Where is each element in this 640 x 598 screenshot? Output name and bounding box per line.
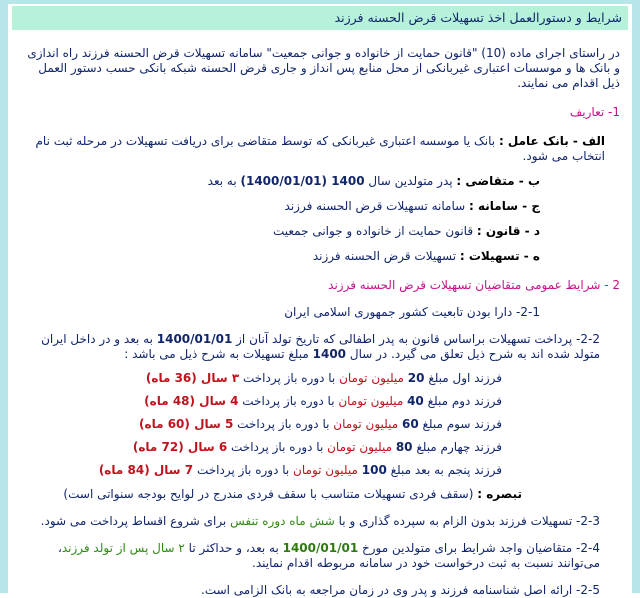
note-value: (سقف فردی تسهیلات متناسب با سقف فردی مندرج در لوایح بودجه سنواتی است) xyxy=(63,487,478,501)
loan-amount: 40 xyxy=(407,394,424,408)
definition-system xyxy=(20,199,620,214)
definition-value: بانک یا موسسه اعتباری غیربانکی که توسط متقاضی برای دریافت تسهیلات در مرحله ثبت نام انتخاب می شود. xyxy=(35,134,605,163)
loan-term: 5 سال (60 ماه) xyxy=(139,417,234,431)
definition-applicant xyxy=(20,174,620,189)
loan-row-2 xyxy=(20,394,620,408)
note xyxy=(20,487,620,502)
definition-value: تسهیلات قرض الحسنه فرزند xyxy=(312,249,460,263)
page-title: شرایط و دستورالعمل اخذ تسهیلات قرض الحسنه فرزند xyxy=(12,6,628,30)
loan-unit: میلیون تومان xyxy=(338,394,408,408)
loan-child: فرزند چهارم مبلغ xyxy=(412,440,502,454)
loan-amount: 100 xyxy=(361,463,387,477)
loan-mid: با دوره باز پرداخت xyxy=(227,440,328,454)
loan-unit: میلیون تومان xyxy=(333,417,402,431)
definition-value-end: به بعد xyxy=(207,174,241,188)
loan-child: فرزند سوم مبلغ xyxy=(418,417,502,431)
definition-value-date: 1400 (1400/01/01) xyxy=(240,174,365,188)
condition-text: 2-2- پرداخت تسهیلات براساس قانون به پدر اطفالی که تاریخ تولد آنان از xyxy=(232,332,600,346)
loan-mid: با دوره باز پرداخت xyxy=(233,417,334,431)
loan-term: 6 سال (72 ماه) xyxy=(132,440,228,454)
loan-child: فرزند اول مبلغ xyxy=(424,371,502,385)
condition-2-1: 2-1- دارا بودن تابعیت کشور جمهوری اسلامی ایران xyxy=(284,305,540,319)
condition-text: 2-3- تسهیلات فرزند بدون الزام به سپرده گذاری و با xyxy=(334,514,600,528)
loan-row-4 xyxy=(20,440,620,454)
note-key: تبصره : xyxy=(477,487,522,501)
condition-highlight: شش ماه دوره تنفس xyxy=(230,514,335,528)
definition-law xyxy=(20,224,620,239)
condition-date: 1400/01/01 xyxy=(156,332,233,346)
condition-text: به بعد و در داخل ایران متولد شده اند به شرح ذیل تعلق می گیرد. در سال xyxy=(41,332,600,361)
document-body xyxy=(8,46,632,598)
condition-date: 1400/01/01 xyxy=(282,541,359,555)
condition-text: مبلغ تسهیلات به شرح ذیل می باشد : xyxy=(124,347,313,361)
loan-amount: 80 xyxy=(395,440,413,454)
loan-child: فرزند پنجم به بعد مبلغ xyxy=(386,463,502,477)
condition-year: 1400 xyxy=(312,347,347,361)
loan-row-1 xyxy=(20,371,620,385)
definition-key: الف - بانک عامل : xyxy=(498,134,605,148)
section-title-definitions: 1- تعاریف xyxy=(569,105,620,119)
definition-key: د - قانون : xyxy=(476,224,540,238)
definition-key: ه - تسهیلات : xyxy=(459,249,540,263)
condition-2-2 xyxy=(20,332,620,362)
loan-term: ۳ سال (36 ماه) xyxy=(145,371,240,385)
loan-unit: میلیون تومان xyxy=(339,371,408,385)
condition-highlight: ۲ سال پس از تولد فرزند xyxy=(61,541,185,555)
section-title-conditions: 2 - شرایط عمومی متقاضیان تسهیلات قرض الحسنه فرزند xyxy=(328,278,620,292)
definition-value: قانون حمایت از خانواده و جوانی جمعیت xyxy=(272,224,477,238)
loan-child: فرزند دوم مبلغ xyxy=(423,394,502,408)
definition-facilities xyxy=(20,249,620,264)
loan-mid: با دوره باز پرداخت xyxy=(239,371,340,385)
loan-amount: 20 xyxy=(407,371,425,385)
definition-value: سامانه تسهیلات قرض الحسنه فرزند xyxy=(284,199,469,213)
definition-value: پدر متولدین سال xyxy=(364,174,457,188)
loan-unit: میلیون تومان xyxy=(327,440,396,454)
loan-mid: با دوره باز پرداخت xyxy=(238,394,339,408)
condition-2-4 xyxy=(20,541,620,571)
condition-2-5: 2-5- ارائه اصل شناسنامه فرزند و پدر وی در زمان مراجعه به بانک الزامی است. xyxy=(201,583,600,597)
loan-unit: میلیون تومان xyxy=(293,463,362,477)
loan-amount: 60 xyxy=(401,417,419,431)
condition-text: برای شروع اقساط پرداخت می شود. xyxy=(40,514,231,528)
intro-paragraph: در راستای اجرای ماده (10) "قانون حمایت از خانواده و جوانی جمعیت" سامانه تسهیلات قرض الحسنه فرزند راه اندازی و بانک ها و موسسات اعتباری غیربانکی از محل منابع پس انداز و جاری قرض الحسنه شبکه بانکی حسب دستور العمل ذیل اقدام می نمایند. xyxy=(27,46,620,90)
condition-2-3 xyxy=(20,514,620,529)
condition-text: به بعد، و حداکثر تا xyxy=(184,541,283,555)
condition-text: ، می‌توانند نسبت به ثبت درخواست خود در سامانه مربوطه اقدام نمایند. xyxy=(57,541,600,570)
loan-term: 7 سال (84 ماه) xyxy=(98,463,194,477)
loan-row-5 xyxy=(20,463,620,477)
loan-mid: با دوره باز پرداخت xyxy=(193,463,294,477)
definition-key: ب - متقاضی : xyxy=(456,174,540,188)
loan-term: 4 سال (48 ماه) xyxy=(144,394,239,408)
loan-row-3 xyxy=(20,417,620,431)
definition-key: ج - سامانه : xyxy=(469,199,540,213)
condition-text: 2-4- متقاضیان واجد شرایط برای متولدین مورخ xyxy=(358,541,600,555)
definition-bank xyxy=(20,134,620,164)
